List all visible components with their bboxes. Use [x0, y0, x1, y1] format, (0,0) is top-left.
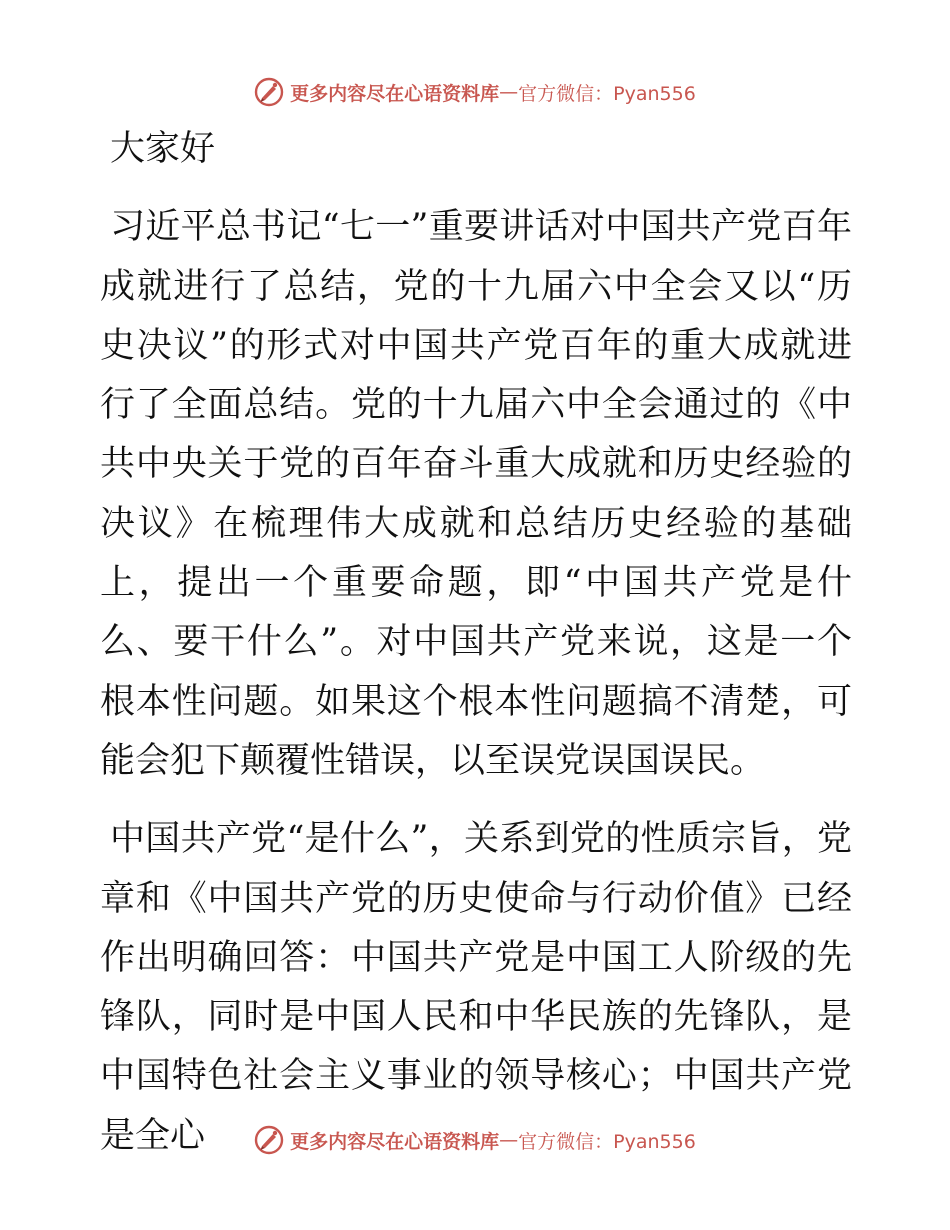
watermark-contact: 官方微信：Pyan556 — [518, 82, 696, 105]
watermark-separator: — — [499, 81, 519, 103]
watermark-brand: 更多内容尽在心语资料库 — [290, 82, 500, 105]
watermark-contact: 官方微信：Pyan556 — [518, 1130, 696, 1153]
greeting: 大家好 — [110, 129, 216, 169]
paragraph-2: 中国共产党“是什么”，关系到党的性质宗旨，党章和《中国共产党的历史使命与行动价值》已经作出明确回答：中国共产党是中国工人阶级的先锋队，同时是中国人民和中华民族的先锋队，是中国特色社会主义事业的领导核心；中国共产党是全心 — [100, 819, 852, 1156]
footer-watermark — [0, 1120, 950, 1160]
watermark-separator: — — [499, 1129, 519, 1151]
pen-logo-icon — [254, 1125, 284, 1155]
paragraph-1: 习近平总书记“七一”重要讲话对中国共产党百年成就进行了总结，党的十九届六中全会又以“历史决议”的形式对中国共产党百年的重大成就进行了全面总结。党的十九届六中全会通过的《中共中央关于党的百年奋斗重大成就和历史经验的决议》在梳理伟大成就和总结历史经验的基础上，提出一个重要命题，即“中国共产党是什么、要干什么”。对中国共产党来说，这是一个根本性问题。如果这个根本性问题搞不清楚，可能会犯下颠覆性错误，以至误党误国误民。 — [100, 207, 852, 781]
document-body — [100, 120, 852, 1166]
pen-logo-icon — [254, 77, 284, 107]
header-watermark — [0, 72, 950, 112]
watermark-brand: 更多内容尽在心语资料库 — [290, 1130, 500, 1153]
